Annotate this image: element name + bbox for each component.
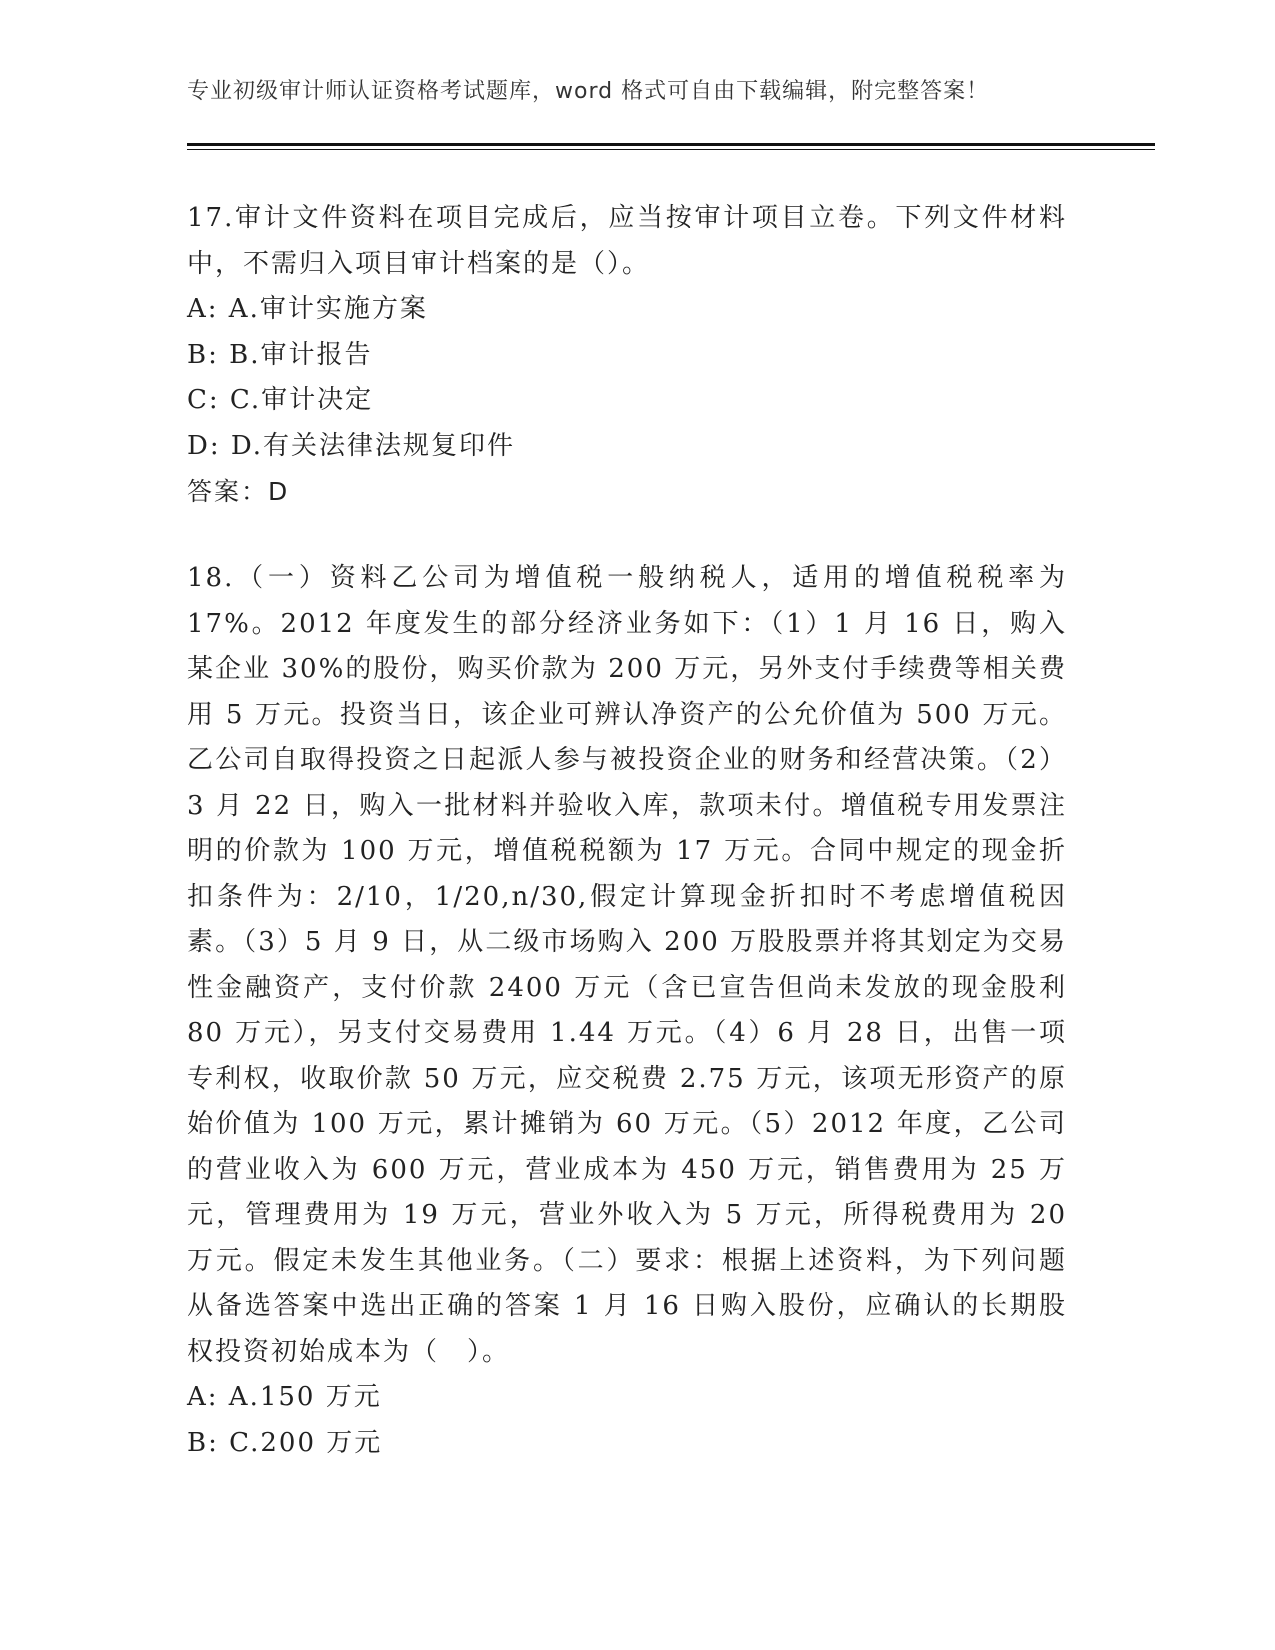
page-header: 专业初级审计师认证资格考试题库，word 格式可自由下载编辑，附完整答案！ bbox=[187, 79, 990, 104]
question-17 bbox=[187, 196, 1067, 515]
option-a: A: A.审计实施方案 bbox=[187, 294, 428, 324]
header-rule-thick bbox=[187, 143, 1155, 146]
option-b: B: B.审计报告 bbox=[187, 339, 373, 370]
answer-text: 答案：D bbox=[187, 477, 290, 506]
option-d: D: D.有关法律法规复印件 bbox=[187, 430, 516, 461]
header-rule-thin bbox=[187, 149, 1155, 150]
question-18 bbox=[187, 556, 1067, 1466]
option-c: C: C.审计决定 bbox=[187, 385, 374, 415]
option-b: B: C.200 万元 bbox=[187, 1427, 383, 1458]
question-stem: 17.审计文件资料在项目完成后，应当按审计项目立卷。下列文件材料中，不需归入项目审计档案的是（）。 bbox=[187, 203, 1067, 279]
option-a: A: A.150 万元 bbox=[187, 1382, 382, 1412]
question-stem: 18.（一）资料乙公司为增值税一般纳税人，适用的增值税税率为 17%。2012 年度发生的部分经济业务如下：（1）1 月 16 日，购入某企业 30%的股份，购买价款为 200 万元，另外支付手续费等相关费用 5 万元。投资当日，该企业可辨认净资产的公允价值为 500 万元。乙公司自取得投资之日起派人参与被投资企业的财务和经营决策。（2）3 月 22 日，购入一批材料并验收入库，款项未付。增值税专用发票注明的价款为 100 万元，增值税税额为 17 万元。合同中规定的现金折扣条件为：2/10，1/20,n/30,假定计算现金折扣时不考虑增值税因素。（3）5 月 9 日，从二级市场购入 200 万股股票并将其划定为交易性金融资产，支付价款 2400 万元（含已宣告但尚未发放的现金股利 80 万元），另支付交易费用 1.44 万元。（4）6 月 28 日，出售一项专利权，收取价款 50 万元，应交税费 2.75 万元，该项无形资产的原始价值为 100 万元，累计摊销为 60 万元。（5）2012 年度，乙公司的营业收入为 600 万元，营业成本为 450 万元，销售费用为 25 万元，管理费用为 19 万元，营业外收入为 5 万元，所得税费用为 20 万元。假定未发生其他业务。（二）要求：根据上述资料，为下列问题从备选答案中选出正确的答案 1 月 16 日购入股份，应确认的长期股权投资初始成本为（ ）。 bbox=[187, 563, 1067, 1367]
